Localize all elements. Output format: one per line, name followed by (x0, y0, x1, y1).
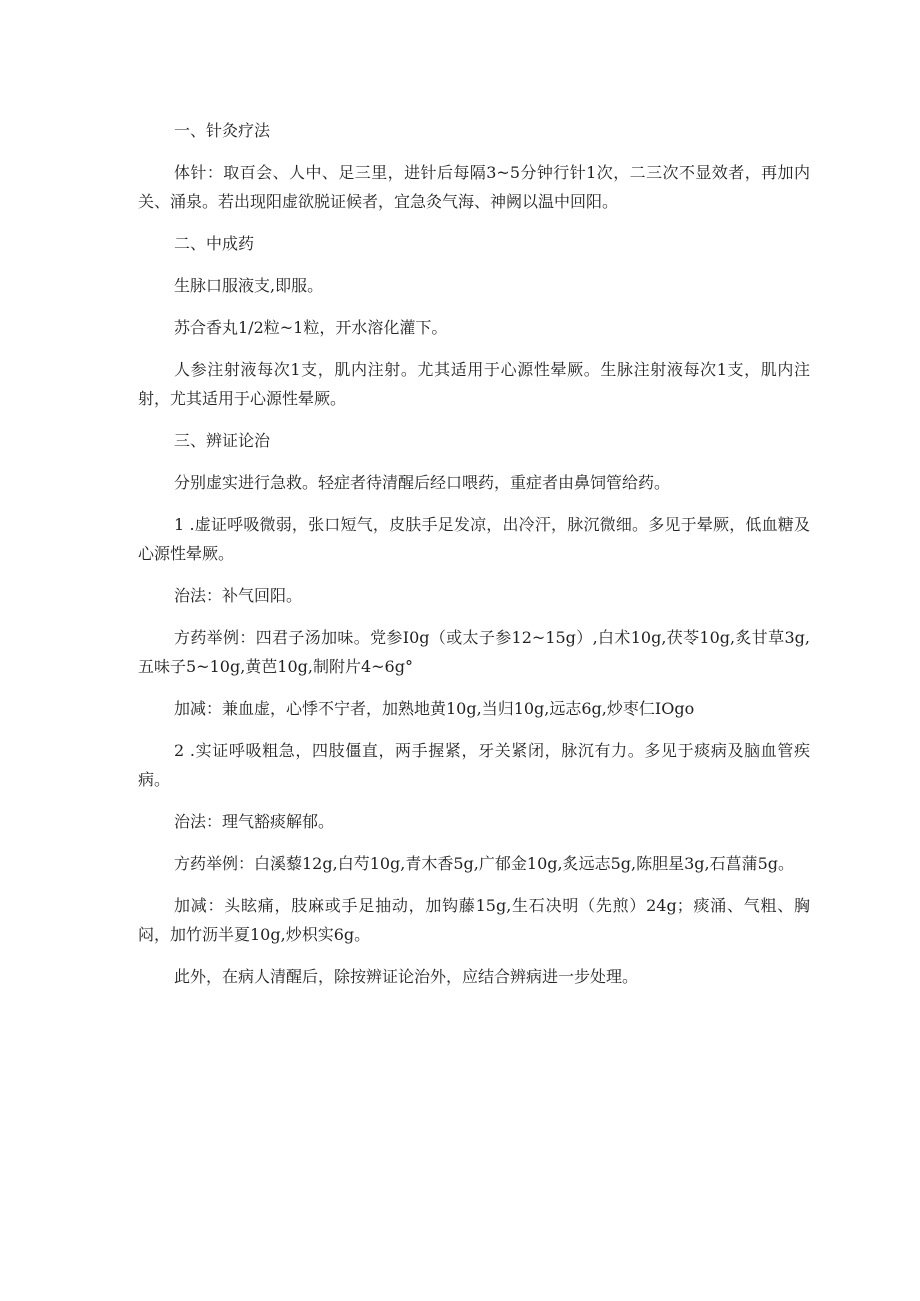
paragraph-treatment-1: 治法：补气回阳。 (174, 586, 303, 605)
paragraph-treatment-2: 治法：理气豁痰解郁。 (174, 812, 335, 831)
section-heading-acupuncture: 一、针灸疗法 (174, 121, 271, 140)
paragraph-prescription-2: 方药举例：白溪藜12g,白芍10g,青木香5g,广郁金10g,炙远志5g,陈胆星3g,石菖蒲5g。 (174, 854, 795, 873)
paragraph-emergency: 分别虚实进行急救。轻症者待清醒后经口喂药，重症者由鼻饲管给药。 (174, 473, 671, 492)
paragraph-body-needle: 体针：取百会、人中、足三里，进针后每隔3~5分钟行针1次，二三次不显效者，再加内关、涌泉。若出现阳虚欲脱证候者，宜急灸气海、神阙以温中回阳。 (138, 163, 810, 211)
paragraph-modification-1: 加减：兼血虚，心悸不宁者，加熟地黄10g,当归10g,远志6g,炒枣仁IOgo (174, 699, 695, 718)
paragraph-suhexiang-pill: 苏合香丸1/2粒~1粒，开水溶化灌下。 (174, 318, 448, 337)
paragraph-closing: 此外，在病人清醒后，除按辨证论治外，应结合辨病进一步处理。 (174, 967, 639, 986)
section-heading-patent-medicine: 二、中成药 (174, 234, 255, 253)
paragraph-injection: 人参注射液每次1支，肌内注射。尤其适用于心源性晕厥。生脉注射液每次1支，肌内注射，尤其适用于心源性晕厥。 (138, 360, 810, 408)
paragraph-shengmai-oral: 生脉口服液支,即服。 (174, 276, 324, 295)
section-heading-syndrome: 三、辨证论治 (174, 431, 271, 450)
paragraph-excess: 2 .实证呼吸粗急，四肢僵直，两手握紧，牙关紧闭，脉沉有力。多见于痰病及脑血管疾病。 (138, 741, 810, 789)
paragraph-deficiency: 1 .虚证呼吸微弱，张口短气，皮肤手足发凉，出冷汗，脉沉微细。多见于晕厥，低血糖及心源性晕厥。 (138, 515, 810, 563)
paragraph-modification-2: 加减：头眩痛，肢麻或手足抽动，加钩藤15g,生石决明（先煎）24g；痰涌、气粗、胸闷，加竹沥半夏10g,炒枳实6g。 (138, 896, 810, 944)
document-body (138, 116, 810, 991)
paragraph-prescription-1: 方药举例：四君子汤加味。党参I0g（或太子参12~15g）,白术10g,茯苓10g,炙甘草3g,五味子5~10g,黄芭10g,制附片4~6g° (138, 628, 810, 676)
